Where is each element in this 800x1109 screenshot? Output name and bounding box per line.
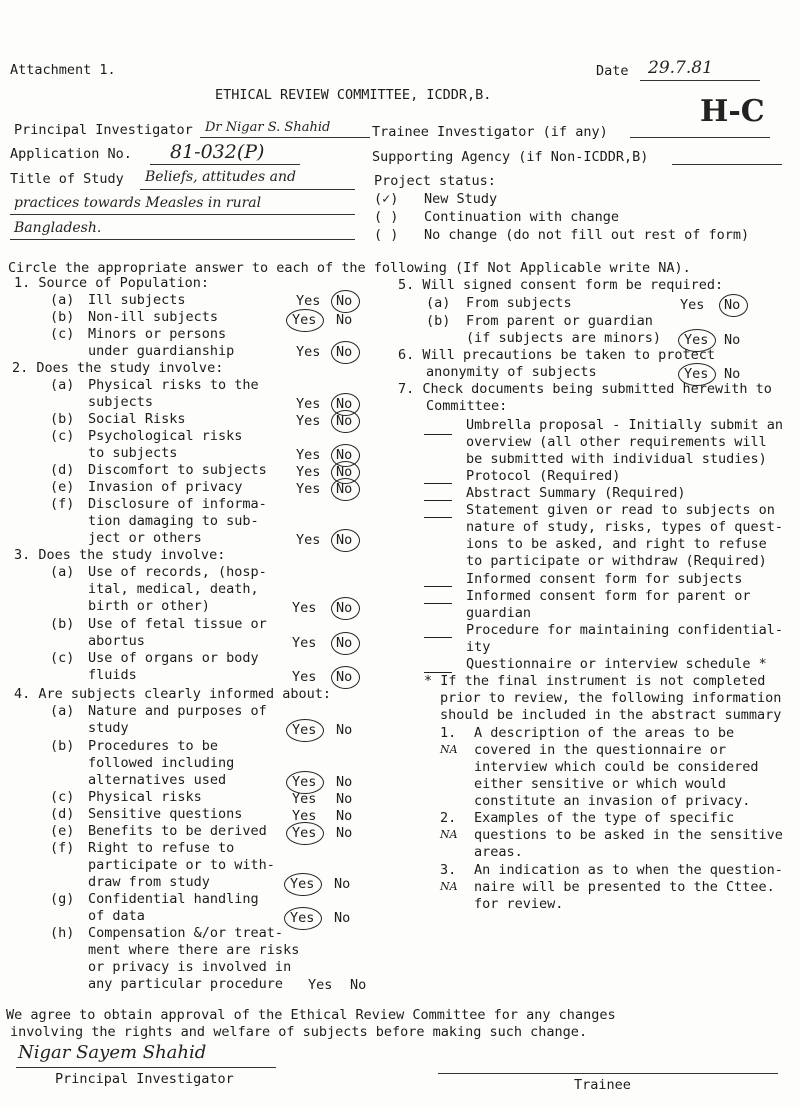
application-value: 81-032(P) <box>170 141 265 163</box>
q4b-key: (b) <box>50 738 75 754</box>
doc-statement-1: Statement given or read to subjects on <box>466 502 775 518</box>
q2e-yes: Yes <box>296 481 321 497</box>
form-title: ETHICAL REVIEW COMMITTEE, ICDDR,B. <box>215 87 492 103</box>
application-underline <box>150 164 300 165</box>
trainee-label: Trainee Investigator (if any) <box>372 124 608 140</box>
note-1-text-5: constitute an invasion of privacy. <box>474 793 751 809</box>
q4f-key: (f) <box>50 840 75 856</box>
q2f-no-circle <box>331 529 360 552</box>
q3a-text-2: ital, medical, death, <box>88 581 259 597</box>
pi-underline <box>200 137 370 138</box>
q3a-text-1: Use of records, (hosp- <box>88 564 267 580</box>
q4f-text-2: participate or to with- <box>88 857 275 873</box>
q5b-yes: Yes <box>684 332 709 348</box>
q3c-key: (c) <box>50 650 75 666</box>
q2c-yes: Yes <box>296 447 321 463</box>
note-line-2: prior to review, the following information <box>440 690 782 706</box>
q5a-text: From subjects <box>466 295 572 311</box>
q4b-yes: Yes <box>292 774 317 790</box>
q3b-yes: Yes <box>292 635 317 651</box>
q4d-key: (d) <box>50 806 75 822</box>
date-value: 29.7.81 <box>648 58 713 78</box>
q1b-key: (b) <box>50 309 75 325</box>
doc-umbrella-3: be submitted with individual studies) <box>466 451 767 467</box>
q4g-yes: Yes <box>290 910 315 926</box>
agency-underline <box>672 164 782 165</box>
q4e-text: Benefits to be derived <box>88 823 267 839</box>
q3a-yes: Yes <box>292 600 317 616</box>
q3c-text-2: fluids <box>88 667 137 683</box>
q4g-no: No <box>334 910 351 926</box>
q2f-text-2: tion damaging to sub- <box>88 513 259 529</box>
doc-confidentiality-1: Procedure for maintaining confidential- <box>466 622 783 638</box>
q4d-no: No <box>336 808 353 824</box>
doc-consent-parent-1: Informed consent form for parent or <box>466 588 751 604</box>
q4a-key: (a) <box>50 703 75 719</box>
q4h-yes: Yes <box>308 977 333 993</box>
q4a-no: No <box>336 722 353 738</box>
q2e-text: Invasion of privacy <box>88 479 243 495</box>
note-3-text-1: An indication as to when the question- <box>474 862 783 878</box>
q4e-yes: Yes <box>292 825 317 841</box>
q3c-no: No <box>336 669 353 685</box>
q3b-text-2: abortus <box>88 633 145 649</box>
status-continuation: Continuation with change <box>424 209 620 225</box>
q1a-yes: Yes <box>296 293 321 309</box>
q2f-text-3: ject or others <box>88 530 202 546</box>
q3-heading: 3. Does the study involve: <box>14 547 226 563</box>
q4h-text-3: or privacy is involved in <box>88 959 292 975</box>
q3a-text-3: birth or other) <box>88 598 210 614</box>
q7-text-2: Committee: <box>426 398 508 414</box>
agreement-line-2: involving the rights and welfare of subjects before making such change. <box>10 1024 588 1040</box>
note-3-text-2: naire will be presented to the Cttee. <box>474 879 775 895</box>
q6-text-2: anonymity of subjects <box>426 364 597 380</box>
q1a-key: (a) <box>50 292 75 308</box>
q4c-no: No <box>336 791 353 807</box>
title-underline-1 <box>140 189 355 190</box>
doc-questionnaire: Questionnaire or interview schedule * <box>466 656 767 672</box>
q5-heading: 5. Will signed consent form be required: <box>398 277 724 293</box>
q1c-key: (c) <box>50 326 75 342</box>
pi-caption: Principal Investigator <box>55 1071 234 1087</box>
q5a-no: No <box>724 297 741 313</box>
q2b-yes: Yes <box>296 413 321 429</box>
q5a-yes: Yes <box>680 297 705 313</box>
q2b-no-circle <box>331 410 360 433</box>
q2c-text-2: to subjects <box>88 445 178 461</box>
q2f-key: (f) <box>50 496 75 512</box>
q4a-text-1: Nature and purposes of <box>88 703 267 719</box>
study-title-label: Title of Study <box>10 171 124 187</box>
q4h-text-1: Compensation &/or treat- <box>88 925 284 941</box>
q3b-no: No <box>336 635 353 651</box>
instruction: Circle the appropriate answer to each of the following (If Not Applicable write NA). <box>8 260 691 276</box>
doc-confidentiality-2: ity <box>466 639 491 655</box>
q1a-no: No <box>336 293 353 309</box>
doc-statement-3: ions to be asked, and right to refuse <box>466 536 767 552</box>
q2f-no: No <box>336 532 353 548</box>
doc-abstract: Abstract Summary (Required) <box>466 485 686 501</box>
q2a-key: (a) <box>50 377 75 393</box>
doc-consent-subjects: Informed consent form for subjects <box>466 571 743 587</box>
q4c-key: (c) <box>50 789 75 805</box>
note-3-na: NA <box>440 880 458 893</box>
doc-umbrella-check-line <box>424 434 452 435</box>
doc-statement-check-line <box>424 517 452 518</box>
q4e-yes-circle <box>286 822 324 845</box>
doc-statement-4: to participate or withdraw (Required) <box>466 553 767 569</box>
q2b-key: (b) <box>50 411 75 427</box>
q2a-yes: Yes <box>296 396 321 412</box>
note-line-1: * If the final instrument is not completed <box>424 673 766 689</box>
study-title-line-1: Beliefs, attitudes and <box>145 169 297 185</box>
q2e-no-circle <box>331 478 360 501</box>
signature-line <box>16 1067 276 1068</box>
q2b-text: Social Risks <box>88 411 186 427</box>
q4b-text-1: Procedures to be <box>88 738 219 754</box>
q1b-text: Non-ill subjects <box>88 309 219 325</box>
q4g-yes-circle <box>284 907 322 930</box>
q5b-key: (b) <box>426 313 451 329</box>
q5b-text-1: From parent or guardian <box>466 313 653 329</box>
q3c-text-1: Use of organs or body <box>88 650 259 666</box>
q2a-no: No <box>336 396 353 412</box>
note-2-na: NA <box>440 828 458 841</box>
title-underline-2 <box>10 214 355 215</box>
q4d-text: Sensitive questions <box>88 806 243 822</box>
q2c-no: No <box>336 447 353 463</box>
study-title-line-3: Bangladesh. <box>14 220 102 236</box>
doc-umbrella-1: Umbrella proposal - Initially submit an <box>466 417 783 433</box>
q1c-no-circle <box>331 341 360 364</box>
q1c-text-1: Minors or persons <box>88 326 227 342</box>
trainee-underline <box>630 137 770 138</box>
study-title-line-2: practices towards Measles in rural <box>14 195 262 211</box>
trainee-signature-line <box>438 1073 778 1074</box>
q4a-yes-circle <box>286 719 324 742</box>
q5b-no: No <box>724 332 741 348</box>
note-1-text-4: either sensitive or which would <box>474 776 726 792</box>
trainee-caption: Trainee <box>574 1077 631 1093</box>
doc-consent-parent-check-line <box>424 603 452 604</box>
note-3-text-3: for review. <box>474 896 564 912</box>
corner-mark: H-C <box>700 94 765 129</box>
q2f-text-1: Disclosure of informa- <box>88 496 267 512</box>
q2d-no: No <box>336 464 353 480</box>
q4f-yes-circle <box>284 873 322 896</box>
q4-heading: 4. Are subjects clearly informed about: <box>14 686 331 702</box>
status-new-mark: (✓) <box>374 191 399 207</box>
q6-no: No <box>724 366 741 382</box>
doc-protocol: Protocol (Required) <box>466 468 621 484</box>
q1b-yes: Yes <box>292 312 317 328</box>
q1-heading: 1. Source of Population: <box>14 275 210 291</box>
q5a-key: (a) <box>426 295 451 311</box>
q4b-text-3: alternatives used <box>88 772 227 788</box>
q2b-no: No <box>336 413 353 429</box>
q4g-key: (g) <box>50 891 75 907</box>
title-underline-3 <box>10 239 355 240</box>
q1b-no: No <box>336 312 353 328</box>
pi-label: Principal Investigator <box>14 122 193 138</box>
agreement-line-1: We agree to obtain approval of the Ethical Review Committee for any changes <box>6 1007 616 1023</box>
pi-value: Dr Nigar S. Shahid <box>205 120 331 135</box>
q3c-no-circle <box>331 666 360 689</box>
q4c-yes: Yes <box>292 791 317 807</box>
q1c-yes: Yes <box>296 344 321 360</box>
note-2-text-1: Examples of the type of specific <box>474 810 735 826</box>
note-2-text-2: questions to be asked in the sensitive <box>474 827 783 843</box>
q4a-yes: Yes <box>292 722 317 738</box>
q4g-text-2: of data <box>88 908 145 924</box>
q4d-yes: Yes <box>292 808 317 824</box>
status-new-study: New Study <box>424 191 498 207</box>
note-1-na: NA <box>440 743 458 756</box>
project-status-label: Project status: <box>374 173 496 189</box>
q4h-no: No <box>350 977 367 993</box>
q2d-text: Discomfort to subjects <box>88 462 267 478</box>
q6-yes: Yes <box>684 366 709 382</box>
q4f-no: No <box>334 876 351 892</box>
q3a-no: No <box>336 600 353 616</box>
doc-consent-subjects-check-line <box>424 586 452 587</box>
note-1-key: 1. <box>440 725 457 741</box>
note-3-key: 3. <box>440 862 457 878</box>
q4h-text-2: ment where there are risks <box>88 942 300 958</box>
q3a-no-circle <box>331 597 360 620</box>
q4h-text-4: any particular procedure <box>88 976 284 992</box>
note-2-key: 2. <box>440 810 457 826</box>
note-line-3: should be included in the abstract summary <box>440 707 782 723</box>
status-nochange-mark: ( ) <box>374 227 399 243</box>
q4h-key: (h) <box>50 925 75 941</box>
q7-text-1: 7. Check documents being submitted herewith to <box>398 381 772 397</box>
q4g-text-1: Confidential handling <box>88 891 259 907</box>
q5b-text-2: (if subjects are minors) <box>466 330 662 346</box>
note-1-text-1: A description of the areas to be <box>474 725 735 741</box>
q2a-text-2: subjects <box>88 394 154 410</box>
doc-confidentiality-check-line <box>424 637 452 638</box>
q3b-no-circle <box>331 632 360 655</box>
q1b-yes-circle <box>286 309 324 332</box>
q1c-text-2: under guardianship <box>88 343 235 359</box>
q4e-key: (e) <box>50 823 75 839</box>
q1c-no: No <box>336 344 353 360</box>
q2c-key: (c) <box>50 428 75 444</box>
date-underline <box>640 80 760 81</box>
pi-signature: Nigar Sayem Shahid <box>18 1042 207 1063</box>
q1a-text: Ill subjects <box>88 292 186 308</box>
note-2-text-3: areas. <box>474 844 523 860</box>
note-1-text-2: covered in the questionnaire or <box>474 742 726 758</box>
q4f-yes: Yes <box>290 876 315 892</box>
application-label: Application No. <box>10 146 132 162</box>
q1a-no-circle <box>331 290 360 313</box>
agency-label: Supporting Agency (if Non-ICDDR,B) <box>372 149 649 165</box>
q2d-key: (d) <box>50 462 75 478</box>
status-nochange: No change (do not fill out rest of form) <box>424 227 750 243</box>
q3b-key: (b) <box>50 616 75 632</box>
q2e-no: No <box>336 481 353 497</box>
note-1-text-3: interview which could be considered <box>474 759 759 775</box>
q6-text-1: 6. Will precautions be taken to protect <box>398 347 715 363</box>
q3b-text-1: Use of fetal tissue or <box>88 616 267 632</box>
q4f-text-3: draw from study <box>88 874 210 890</box>
q2a-text-1: Physical risks to the <box>88 377 259 393</box>
q2-heading: 2. Does the study involve: <box>12 360 224 376</box>
doc-umbrella-2: overview (all other requirements will <box>466 434 767 450</box>
doc-abstract-check-line <box>424 500 452 501</box>
q4b-no: No <box>336 774 353 790</box>
q2e-key: (e) <box>50 479 75 495</box>
date-label: Date <box>596 63 629 79</box>
q2f-yes: Yes <box>296 532 321 548</box>
q2c-text-1: Psychological risks <box>88 428 243 444</box>
q4e-no: No <box>336 825 353 841</box>
q2d-yes: Yes <box>296 464 321 480</box>
q4c-text: Physical risks <box>88 789 202 805</box>
q4b-text-2: followed including <box>88 755 235 771</box>
doc-consent-parent-2: guardian <box>466 605 532 621</box>
attachment-label: Attachment 1. <box>10 62 116 78</box>
q3c-yes: Yes <box>292 669 317 685</box>
q3a-key: (a) <box>50 564 75 580</box>
q4f-text-1: Right to refuse to <box>88 840 235 856</box>
doc-statement-2: nature of study, risks, types of quest- <box>466 519 783 535</box>
q4a-text-2: study <box>88 720 129 736</box>
q5a-no-circle <box>719 294 748 317</box>
status-continuation-mark: ( ) <box>374 209 399 225</box>
doc-protocol-check-line <box>424 483 452 484</box>
